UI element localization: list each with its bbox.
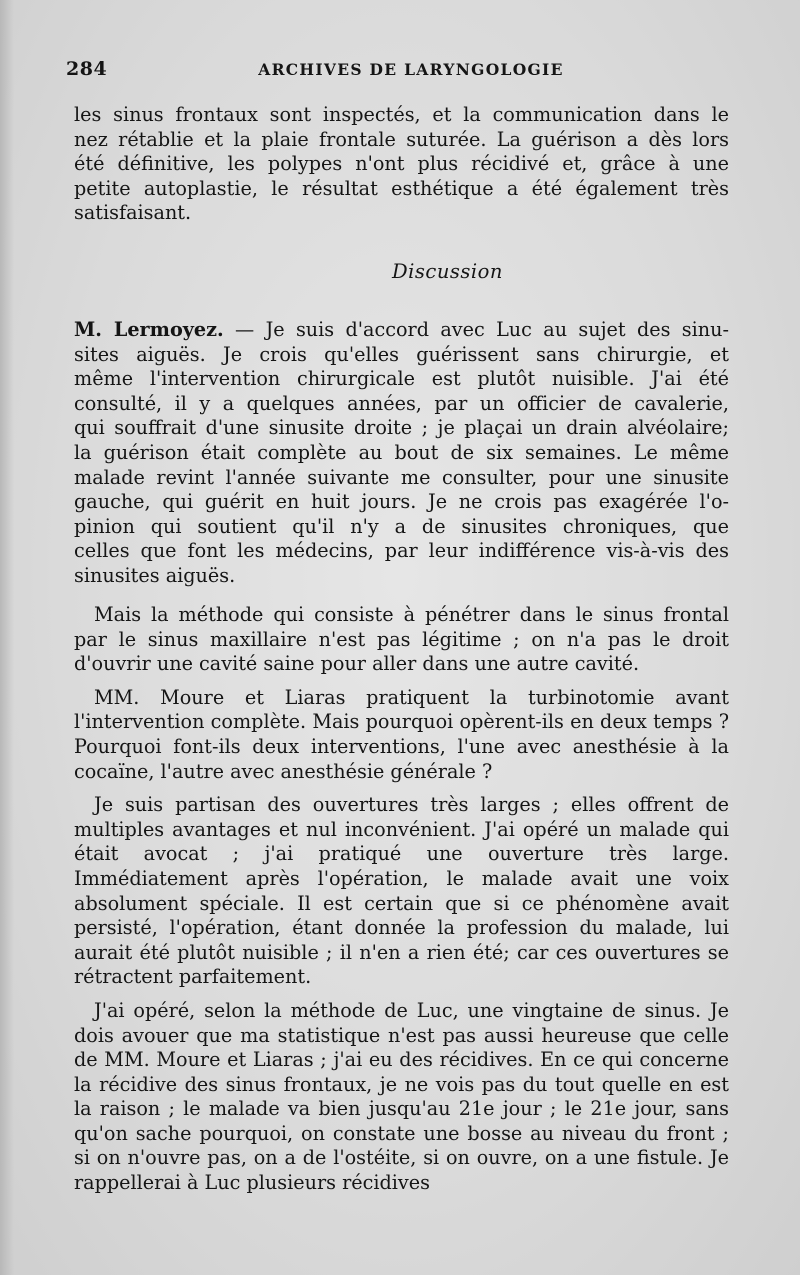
opening-paragraph	[74, 103, 729, 226]
text-line: été définitive, les polypes n'ont plus récidivé et, grâce à une	[74, 152, 729, 176]
page-edge-shadow	[0, 0, 14, 1275]
text-line: sites aiguës. Je crois qu'elles guérissent sans chirurgie, et	[74, 342, 729, 366]
body-text	[74, 603, 729, 1205]
text-line: la guérison était complète au bout de six semaines. Le même	[74, 440, 729, 464]
text-line-rest: — Je suis d'accord avec Luc au sujet des sinu-	[223, 318, 729, 341]
page-number: 284	[66, 58, 108, 80]
text-line: malade revint l'année suivante me consulter, pour une sinusite	[74, 465, 729, 489]
text-line: les sinus frontaux sont inspectés, et la communication dans le	[74, 103, 729, 126]
text-line: celles que font les médecins, par leur indifférence vis-à-vis des	[74, 539, 729, 563]
paragraph: Mais la méthode qui consiste à pénétrer dans le sinus frontal par le sinus maxillaire n'est pas légitime ; on n'a pas le droit d'ouvrir une cavité saine pour aller dans une autre cavité.	[74, 603, 729, 676]
text-line: pinion qui soutient qu'il n'y a de sinusites chroniques, que	[74, 514, 729, 538]
text-line	[74, 318, 729, 343]
section-title: Discussion	[392, 260, 503, 283]
text-line: qui souffrait d'une sinusite droite ; je plaçai un drain alvéolaire;	[74, 416, 729, 440]
text-line: consulté, il y a quelques années, par un officier de cavalerie,	[74, 391, 729, 415]
text-line: satisfaisant.	[74, 201, 192, 225]
text-line: nez rétablie et la plaie frontale suturée. La guérison a dès lors	[74, 127, 729, 151]
text-line: sinusites aiguës.	[74, 563, 236, 587]
paragraph: Je suis partisan des ouvertures très larges ; elles offrent de multiples avantages et nul inconvénient. J'ai opéré un malade qui était avocat ; j'ai pratiqué une ouverture très large. Immédiatement après l'opération, le malade avait une voix absolument spéciale. Il est certain que si ce phénomène avait persisté, l'opération, étant donnée la profession du malade, lui aurait été plutôt nuisible ; il n'en a rien été; car ces ouvertures se rétractent parfaitement.	[74, 793, 729, 989]
speaker-name: M. Lermoyez.	[74, 318, 224, 341]
lermoyez-paragraph	[74, 318, 729, 589]
text-line: petite autoplastie, le résultat esthétique a été également très	[74, 176, 729, 200]
text-line: même l'intervention chirurgicale est plutôt nuisible. J'ai été	[74, 367, 729, 391]
paragraph: MM. Moure et Liaras pratiquent la turbinotomie avant l'intervention complète. Mais pourquoi opèrent-ils en deux temps ? Pourquoi font-ils deux interventions, l'une avec anesthésie à la cocaïne, l'autre avec anesthésie générale ?	[74, 685, 729, 783]
text-line: gauche, qui guérit en huit jours. Je ne crois pas exagérée l'o-	[74, 490, 729, 514]
running-title: ARCHIVES DE LARYNGOLOGIE	[258, 60, 564, 79]
paragraph: J'ai opéré, selon la méthode de Luc, une vingtaine de sinus. Je dois avouer que ma statistique n'est pas aussi heureuse que celle de MM. Moure et Liaras ; j'ai eu des récidives. En ce qui concerne la récidive des sinus frontaux, je ne vois pas du tout quelle en est la raison ; le malade va bien jusqu'au 21e jour ; le 21e jour, sans qu'on sache pourquoi, on constate une bosse au niveau du front ; si on n'ouvre pas, on a de l'ostéite, si on ouvre, on a une fistule. Je rappellerai à Luc plusieurs récidives	[74, 998, 729, 1195]
page-header	[66, 58, 726, 82]
